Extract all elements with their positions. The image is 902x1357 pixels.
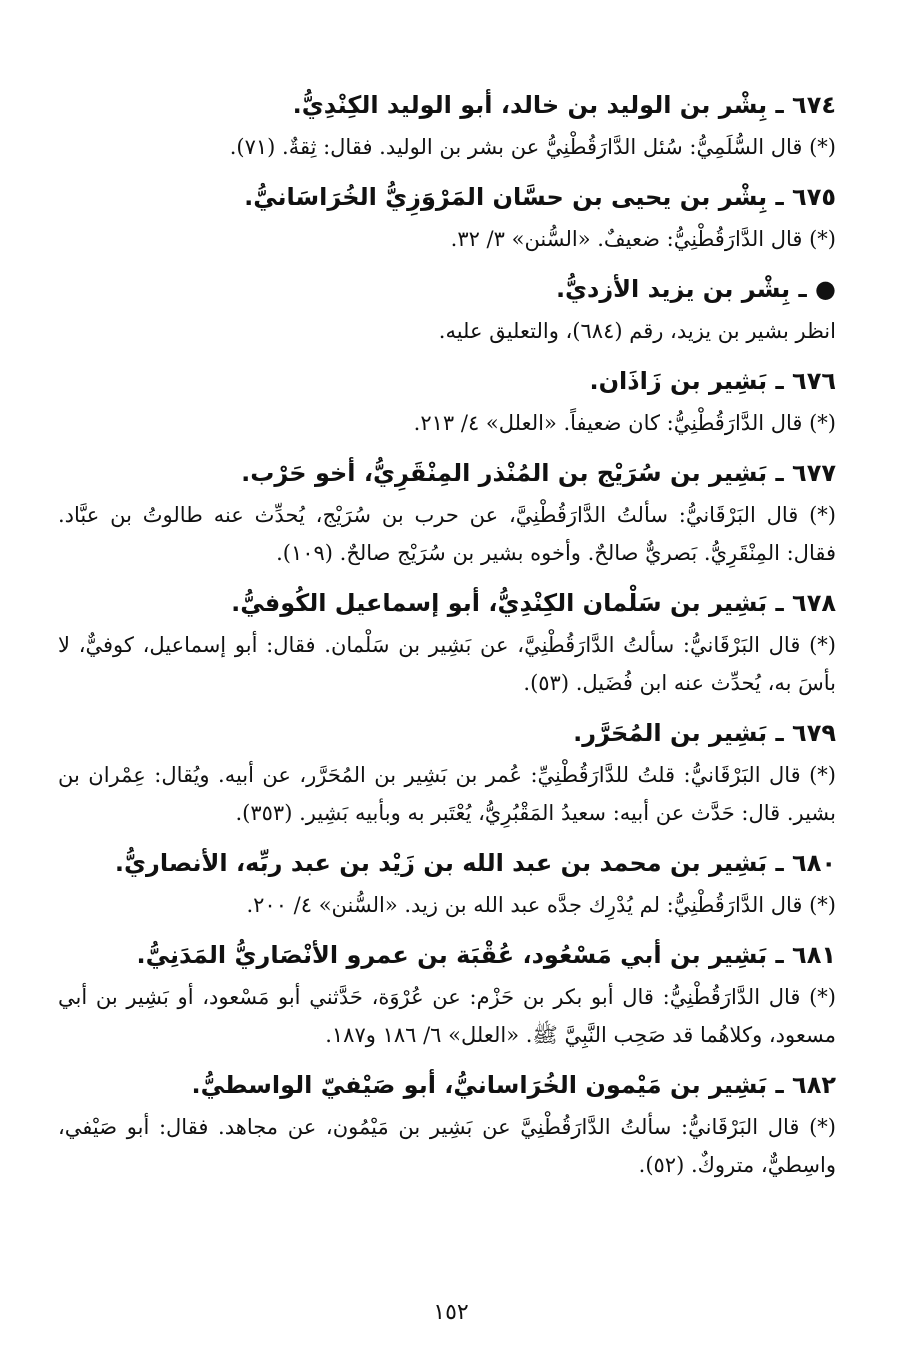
entries-list xyxy=(58,88,840,1184)
entry-676 xyxy=(58,364,840,442)
entry-heading: ٦٨٠ ـ بَشِير بن محمد بن عبد الله بن زَيْد بن عبد ربِّه، الأنصاريُّ. xyxy=(114,849,836,877)
entry-677 xyxy=(58,456,840,572)
entry-678 xyxy=(58,586,840,702)
entry-679 xyxy=(58,716,840,832)
entry-heading: ٦٨١ ـ بَشِير بن أبي مَسْعُود، عُقْبَة بن عمرو الأنْصَاريُّ المَدَنِيُّ. xyxy=(136,941,836,969)
entry-text: (*) قال الدَّارَقُطْنِيُّ: ضعيفٌ. «السُّنن» ٣/ ٣٢. xyxy=(450,227,836,251)
entry-heading: ٦٧٦ ـ بَشِير بن زَاذَان. xyxy=(589,367,836,395)
page-number: ١٥٢ xyxy=(433,1300,469,1325)
entry-heading: ٦٧٩ ـ بَشِير بن المُحَرَّر. xyxy=(573,719,836,747)
entry-680 xyxy=(58,846,840,924)
entry-text: (*) قال الدَّارَقُطْنِيُّ: قال أبو بكر بن حَزْم: عن عُرْوَة، حَدَّثني أبو مَسْعود، أو بَشِير بن أبي مسعود، وكلاهُما قد صَحِب النَّبِيَّ ﷺ. «العلل» ٦/ ١٨٦ و١٨٧. xyxy=(58,985,836,1047)
entry-text: انظر بشير بن يزيد، رقم (٦٨٤)، والتعليق عليه. xyxy=(438,319,836,343)
entry-text: (*) قال البَرْقَانيُّ: سألتُ الدَّارَقُطْنِيَّ عن بَشِير بن مَيْمُون، عن مجاهد. فقال: أبو صَيْفي، واسِطيٌّ، متروكٌ. (٥٢). xyxy=(58,1115,836,1177)
entry-text: (*) قال البَرْقَانيُّ: سألتُ الدَّارَقُطْنِيَّ، عن حرب بن سُرَيْج، يُحدِّث عنه طالوتُ بن عبَّاد. فقال: المِنْقَرِيُّ. بَصريٌّ صالحٌ. وأخوه بشير بن سُرَيْج صالحٌ. (١٠٩). xyxy=(58,503,836,565)
entry-heading: ٦٨٢ ـ بَشِير بن مَيْمون الخُرَاسانيُّ، أبو صَيْفيّ الواسطيُّ. xyxy=(191,1071,836,1099)
entry-675 xyxy=(58,180,840,258)
entry-heading: ٦٧٤ ـ بِشْر بن الوليد بن خالد، أبو الوليد الكِنْدِيُّ. xyxy=(292,91,836,119)
entry-text: (*) قال البَرْقَانيُّ: سألتُ الدَّارَقُطْنِيَّ، عن بَشِير بن سَلْمان. فقال: أبو إسماعيل، كوفيٌّ، لا بأسَ به، يُحدِّث عنه ابن فُضَيل. (٥٣). xyxy=(58,633,836,695)
entry-heading: ٦٧٨ ـ بَشِير بن سَلْمان الكِنْدِيُّ، أبو إسماعيل الكُوفيُّ. xyxy=(231,589,836,617)
entry-text: (*) قال السُّلَمِيُّ: سُئل الدَّارَقُطْنِيُّ عن بشر بن الوليد. فقال: ثِقةٌ. (٧١). xyxy=(229,135,836,159)
entry-682 xyxy=(58,1068,840,1184)
entry-text: (*) قال البَرْقَانيُّ: قلتُ للدَّارَقُطْنِيِّ: عُمر بن بَشِير بن المُحَرَّر، عن أبيه. ويُقال: عِمْران بن بشير. قال: حَدَّث عن أبيه: سعيدُ المَقْبُرِيُّ، يُعْتَبر به وبأبيه بَشِير. (٣٥٣). xyxy=(58,763,836,825)
entry-heading: ٦٧٧ ـ بَشِير بن سُرَيْج بن المُنْذر المِنْقَرِيُّ، أخو حَرْب. xyxy=(241,459,836,487)
entry-text: (*) قال الدَّارَقُطْنِيُّ: كان ضعيفاً. «العلل» ٤/ ٢١٣. xyxy=(413,411,836,435)
entry-681 xyxy=(58,938,840,1054)
entry-heading: ٦٧٥ ـ بِشْر بن يحيى بن حسَّان المَرْوَزِيُّ الخُرَاسَانيُّ. xyxy=(244,183,836,211)
entry-674 xyxy=(58,88,840,166)
entry-cross-reference xyxy=(58,272,840,350)
entry-heading: ● ـ بِشْر بن يزيد الأزديُّ. xyxy=(555,275,836,303)
entry-text: (*) قال الدَّارَقُطْنِيُّ: لم يُدْرِك جدَّه عبد الله بن زيد. «السُّنن» ٤/ ٢٠٠. xyxy=(246,893,836,917)
